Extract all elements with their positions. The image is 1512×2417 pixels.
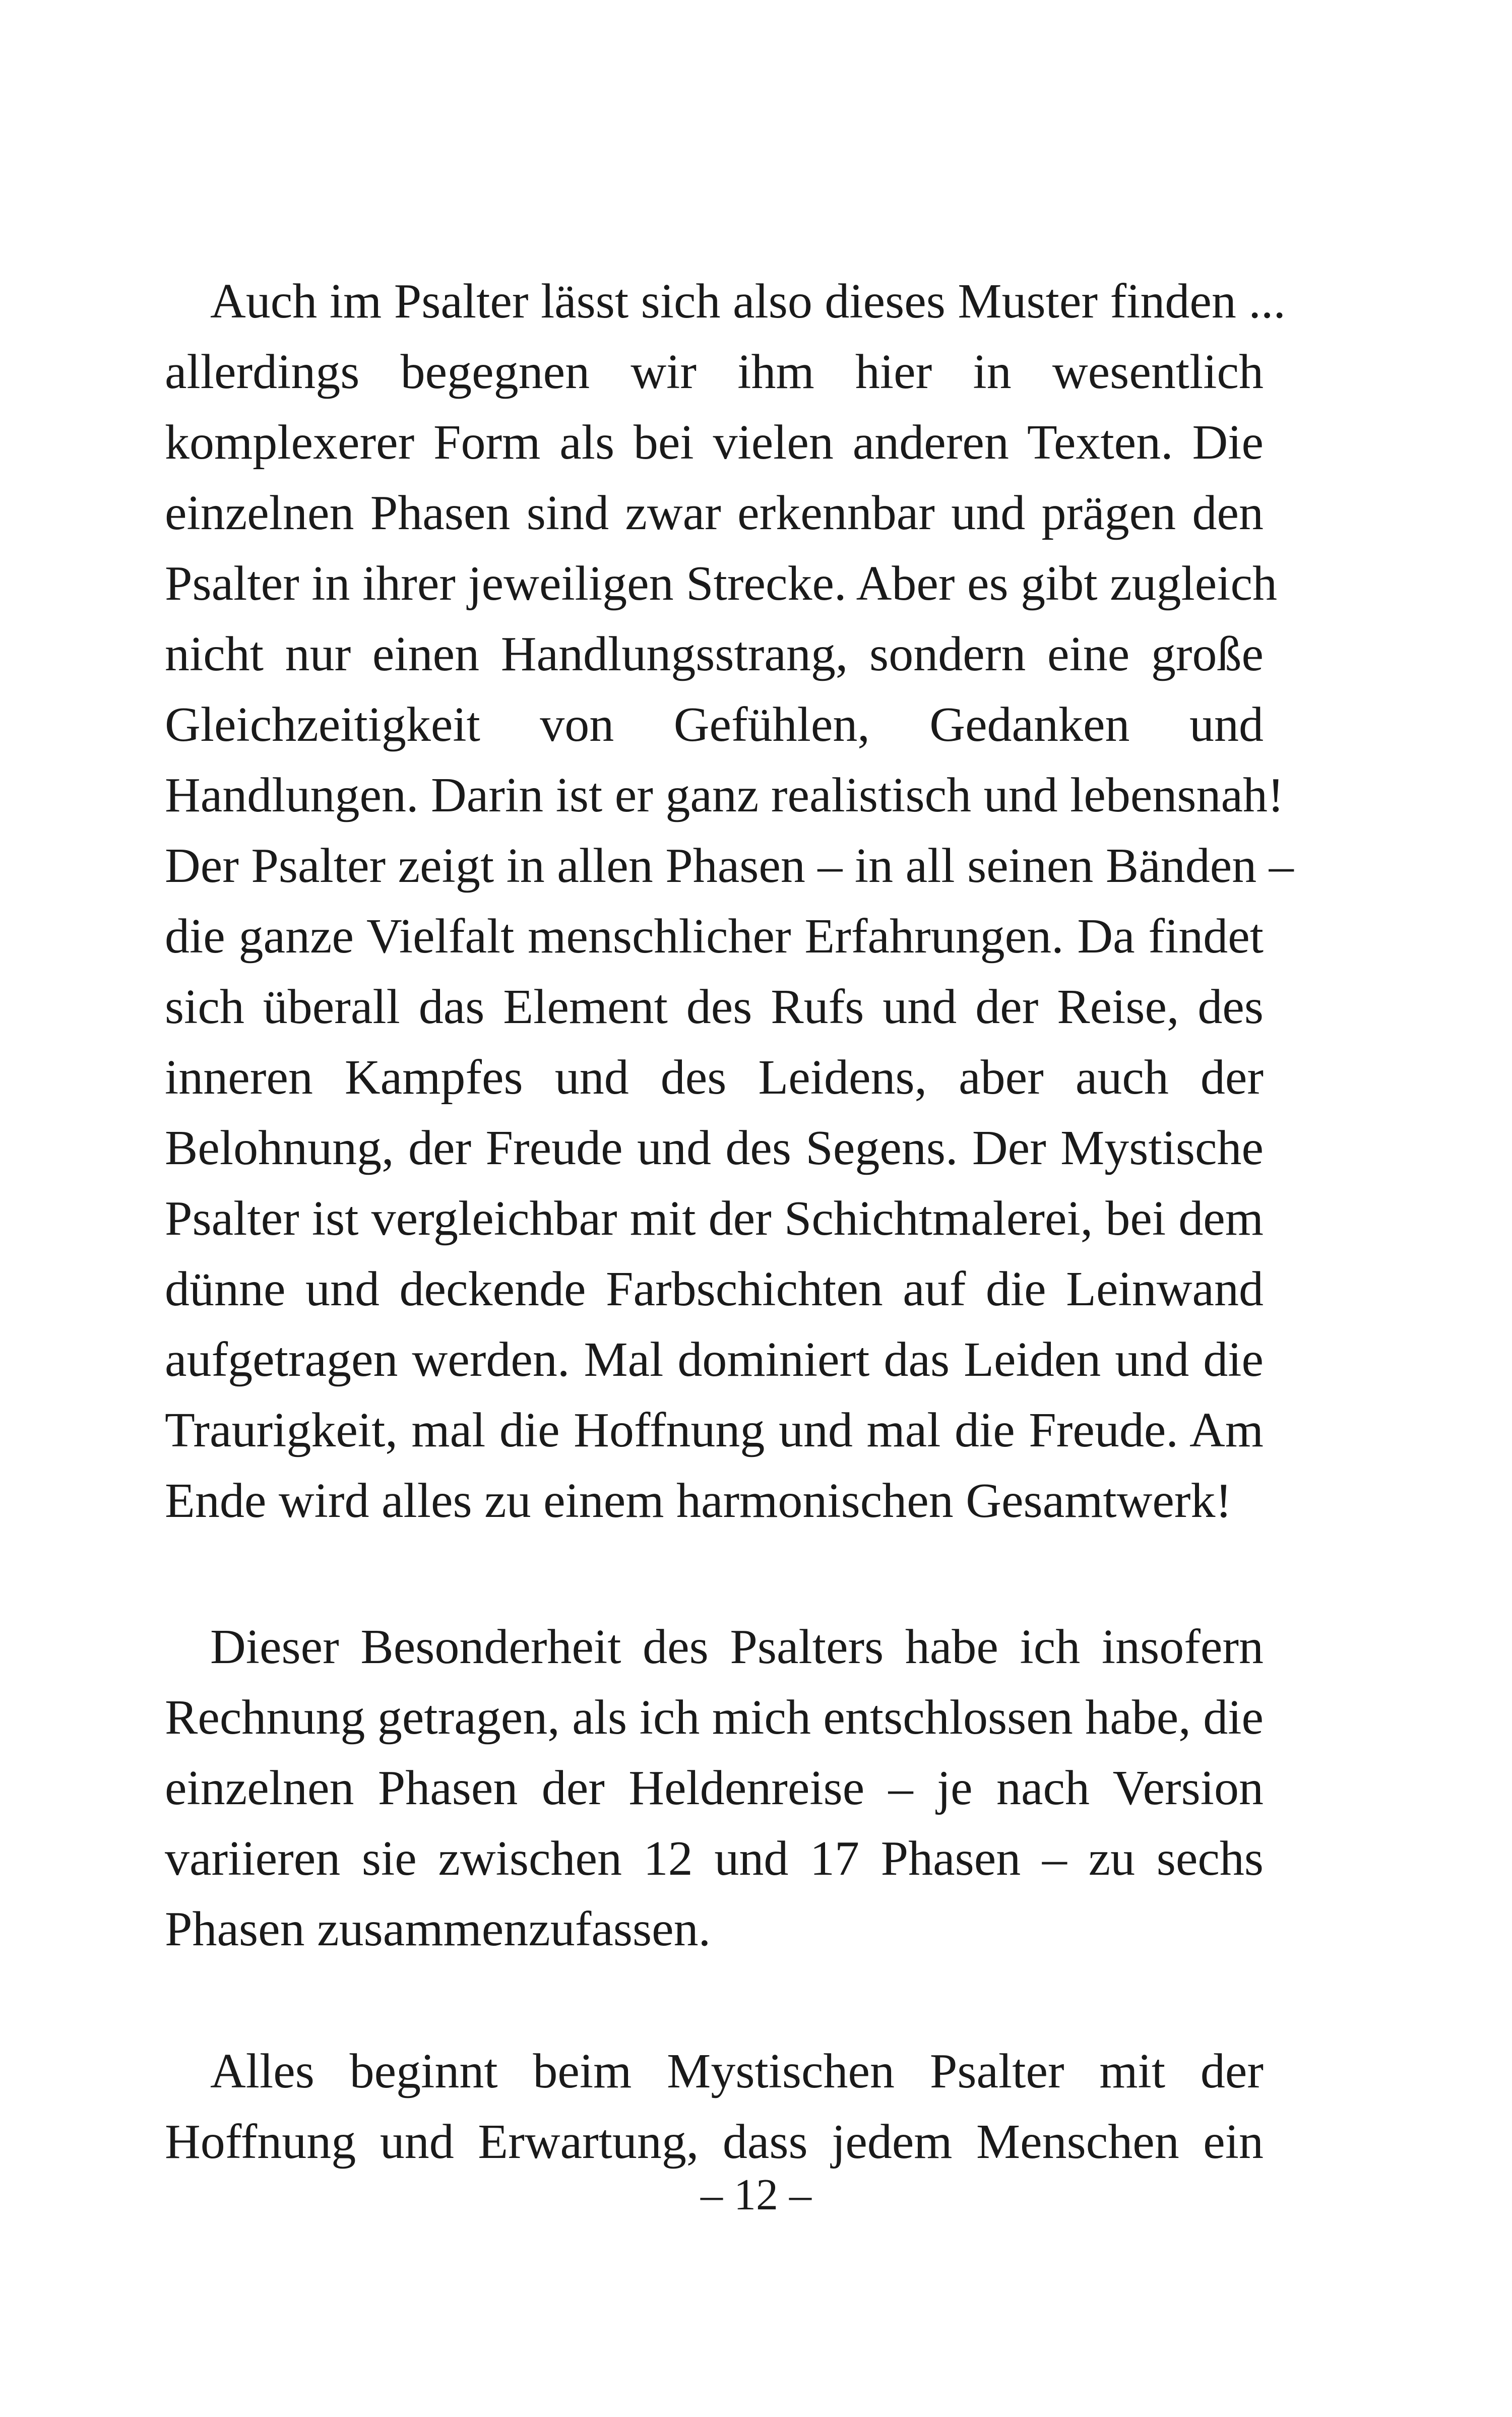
text-line: Phasen zusammenzufassen. <box>165 1902 711 1956</box>
text-line: Dieser Besonderheit des Psalters habe ich insofern <box>210 1620 1264 1674</box>
text-line: Gleichzeitigkeit von Gefühlen, Gedanken und <box>165 697 1264 752</box>
text-line: variieren sie zwischen 12 und 17 Phasen – zu sechs <box>165 1831 1264 1886</box>
text-line: die ganze Vielfalt menschlicher Erfahrungen. Da findet <box>165 909 1264 964</box>
text-line: inneren Kampfes und des Leidens, aber auch der <box>165 1050 1264 1105</box>
text-line: Psalter in ihrer jeweiligen Strecke. Aber es gibt zugleich <box>165 556 1278 611</box>
text-line: Auch im Psalter lässt sich also dieses Muster finden ... <box>210 274 1286 329</box>
text-line: Psalter ist vergleichbar mit der Schichtmalerei, bei dem <box>165 1191 1264 1246</box>
text-line: nicht nur einen Handlungsstrang, sondern eine große <box>165 627 1264 681</box>
page-number: – 12 – <box>701 2171 811 2219</box>
text-line: dünne und deckende Farbschichten auf die Leinwand <box>165 1262 1264 1316</box>
text-line: einzelnen Phasen der Heldenreise – je nach Version <box>165 1761 1264 1815</box>
text-line: Handlungen. Darin ist er ganz realistisch und lebensnah! <box>165 768 1284 822</box>
text-line: aufgetragen werden. Mal dominiert das Leiden und die <box>165 1332 1264 1387</box>
text-line: allerdings begegnen wir ihm hier in wesentlich <box>165 345 1264 399</box>
paragraph-2 <box>165 1612 1264 1964</box>
text-line: Rechnung getragen, als ich mich entschlossen habe, die <box>165 1690 1264 1745</box>
text-line: Alles beginnt beim Mystischen Psalter mit der <box>210 2044 1264 2098</box>
text-line: Ende wird alles zu einem harmonischen Gesamtwerk! <box>165 1474 1232 1528</box>
text-line: sich überall das Element des Rufs und der Reise, des <box>165 980 1264 1034</box>
text-line: Belohnung, der Freude und des Segens. Der Mystische <box>165 1121 1264 1175</box>
paragraph-1 <box>165 266 1294 1536</box>
text-line: komplexerer Form als bei vielen anderen Texten. Die <box>165 415 1264 470</box>
paragraph-3 <box>165 2036 1264 2177</box>
text-line: Traurigkeit, mal die Hoffnung und mal die Freude. Am <box>165 1403 1264 1457</box>
text-line: einzelnen Phasen sind zwar erkennbar und prägen den <box>165 486 1264 540</box>
text-line: Der Psalter zeigt in allen Phasen – in all seinen Bänden – <box>165 839 1294 893</box>
text-line: Hoffnung und Erwartung, dass jedem Menschen ein <box>165 2115 1264 2169</box>
body-text <box>165 0 1294 2417</box>
